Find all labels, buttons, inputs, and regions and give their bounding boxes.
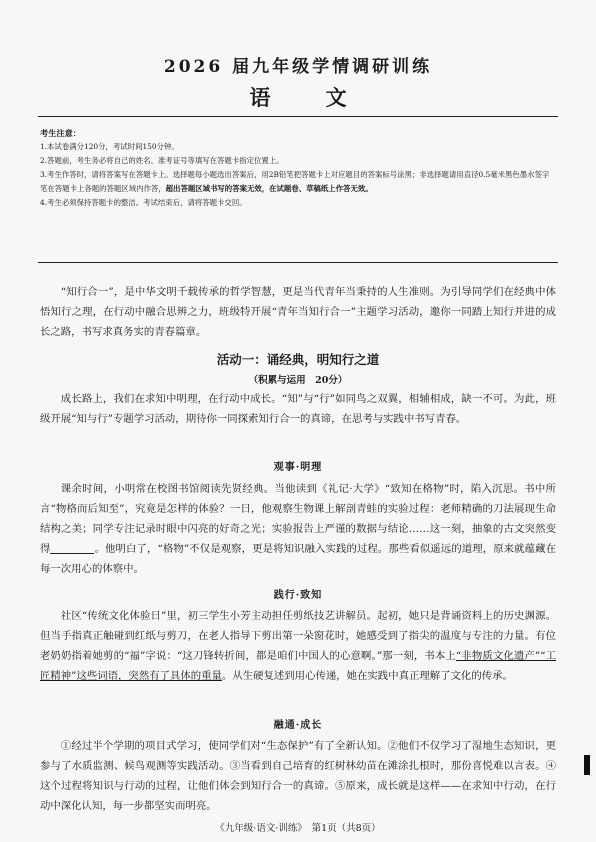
intro-paragraph: “知行合一”，是中华文明千载传承的哲学智慧，更是当代青年当秉持的人生准则。为引导同学们在经典中体悟知行之理，在行动中融合思辨之力，班级特开展“青年当知行合一”主题学习活动，邀你一同踏上知行并进的成长之路，书写求真务实的青春篇章。 xyxy=(40,286,556,338)
notice-item-3-part-b: 直径0.5毫米黑色墨水签字笔在答题卡上各题的答题区域内作答， xyxy=(40,170,550,193)
top-divider xyxy=(38,116,558,117)
exam-title: 2026 届九年级学情调研训练 xyxy=(163,57,433,77)
notice-item-3-part-a: 3.考生作答时，请将答案写在答题卡上。选择题每小题选出答案后，用2B铅笔把答题卡上对应题目的答案标号涂黑；非选择题请用 xyxy=(40,170,464,179)
activity-1-block xyxy=(40,389,556,429)
notice-item-4: 4.考生必须保持答题卡的整洁。考试结束后，请将答题卡交回。 xyxy=(40,198,247,207)
notice-divider xyxy=(38,262,558,263)
exam-notice xyxy=(40,126,556,210)
intro-block xyxy=(40,282,556,342)
notice-heading: 考生注意： xyxy=(40,128,81,138)
fill-blank[interactable] xyxy=(50,541,94,554)
section-2-text-b: 。从生硬复述到用心传递，她在实践中真正理解了文化的传承。 xyxy=(221,670,513,682)
section-1-text-b: 。他明白了，“格物”不仅是观察，更是将知识融入实践的过程。那些看似遥远的道理，原来就蕴藏在每一次用心的体察中。 xyxy=(40,543,556,575)
notice-item-2: 2.答题前，考生务必将自己的姓名、准考证号等填写在答题卡指定位置上。 xyxy=(40,156,284,165)
section-3-block xyxy=(40,736,556,816)
activity-1-paragraph: 成长路上，我们在求知中明理，在行动中成长。“知”与“行”如同鸟之双翼，相辅相成，缺一不可。为此，班级开展“知与行”专题学习活动，期待你一同探索知行合一的真谛，在思考与实践中书写青春。 xyxy=(40,393,556,425)
section-2-heading: 践行·致知 xyxy=(273,590,323,601)
activity-1-subtitle: （积累与运用 20分） xyxy=(248,375,348,386)
notice-item-3 xyxy=(40,168,556,196)
section-3-heading: 融通·成长 xyxy=(273,720,323,731)
section-2-block xyxy=(40,606,556,686)
section-2-text-a: 社区“传统文化体验日”里，初三学生小芳主动担任剪纸技艺讲解员。起初，她只是背诵资料上的历史渊源。但当手指真正触碰到红纸与剪刀，在老人指导下剪出第一朵窗花时，她感受到了指尖的温度与专注的力量。有位老奶奶指着她剪的“福”字说：“这刀锋转折间，都是咱们中国人的心意啊。”那一刻，书本上 xyxy=(40,610,556,662)
section-1-text-a: 课余时间，小明常在校图书馆阅读先贤经典。当他读到《礼记·大学》“致知在格物”时，陷入沉思。书中所言“物格而后知至”，究竟是怎样的体验？一日，他观察生物课上解剖青蛙的实验过程：老师精确的刀法展现生命结构之美；同学专注记录时眼中闪亮的好奇之光；实验报告上严谨的数据与结论……这一刻，抽象的古文突然变得 xyxy=(40,483,556,555)
section-2-underlined-sentence: “非物质文化遗产”“工匠精神”这些词语，突然有了具体的重量 xyxy=(40,650,557,682)
subject-title: 语 文 xyxy=(249,85,371,110)
section-1-paragraph xyxy=(40,479,556,579)
notice-item-3-end: 无效。 xyxy=(350,184,373,193)
notice-item-1: 1.本试卷满分120分，考试时间150分钟。 xyxy=(40,142,179,151)
section-1-heading: 观事·明理 xyxy=(273,462,323,473)
section-2-paragraph xyxy=(40,606,556,686)
activity-1-title: 活动一：诵经典，明知行之道 xyxy=(216,352,380,367)
section-3-paragraph: ①经过半个学期的项目式学习，使同学们对“生态保护”有了全新认知。②他们不仅学习了湿地生态知识，更参与了水质监测、候鸟观测等实践活动。③当看到自己培育的红树林幼苗在滩涂扎根时，那份喜悦难以言表。④这个过程将知识与行动的过程，让他们体会到知行合一的真谛。⑤原来，成长就是这样——在求知中行动，在行动中深化认知，每一步都坚实而明亮。 xyxy=(40,740,556,812)
margin-mark xyxy=(584,755,590,775)
section-1-block xyxy=(40,479,556,579)
notice-item-3-bold: 超出答题区域书写的答案无效，在试题卷、草稿纸上作答 xyxy=(165,184,351,193)
page-footer: 《九年级·语文·训练》 第1页（共8页） xyxy=(215,823,381,834)
